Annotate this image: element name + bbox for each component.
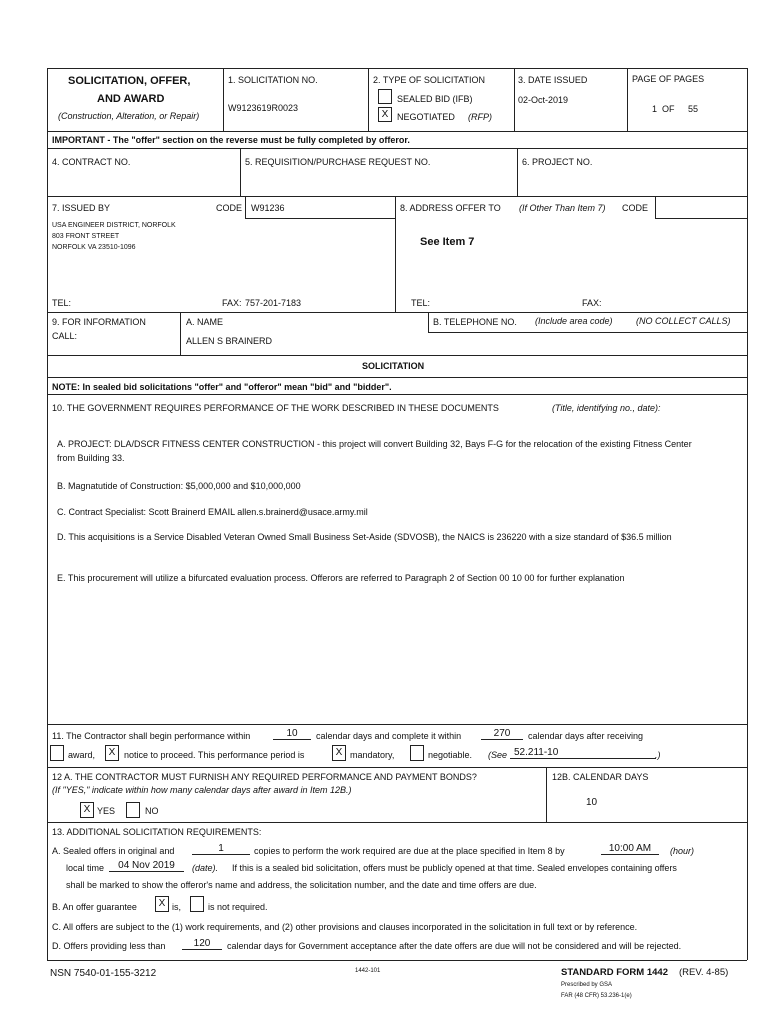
award-checkbox[interactable]	[50, 745, 64, 761]
address-offer-code-label: CODE	[622, 203, 649, 213]
date-issued-value[interactable]: 02-Oct-2019	[518, 95, 569, 105]
contact-name-value[interactable]: ALLEN S BRAINERD	[186, 336, 273, 346]
form-revision: (REV. 4-85)	[679, 967, 729, 978]
issuer-address-line2: 803 FRONT STREET	[52, 233, 120, 240]
item13a-text3: If this is a sealed bid solicitation, offers must be publicly opened at that time. Sealed envelopes containing offers	[232, 863, 677, 873]
type-of-solicitation-label: 2. TYPE OF SOLICITATION	[373, 75, 486, 85]
telephone-label: B. TELEPHONE NO.	[433, 317, 517, 327]
negotiable-label: negotiable.	[428, 750, 473, 760]
guarantee-is-label: is,	[172, 902, 181, 912]
sealed-bid-note: NOTE: In sealed bid solicitations "offer" and "offeror" mean "bid" and "bidder".	[52, 382, 392, 392]
guarantee-is-not-label: is not required.	[208, 902, 268, 912]
important-note: IMPORTANT - The "offer" section on the reverse must be fully completed by offeror.	[52, 135, 410, 145]
form-code: 1442-101	[355, 968, 381, 974]
description-paragraph-a: A. PROJECT: DLA/DSCR FITNESS CENTER CONSTRUCTION - this project will convert Building 32, Bays F-G for the relocation of the existing Fitness Center from Building 33.	[57, 439, 692, 463]
sealed-bid-checkbox[interactable]	[378, 89, 392, 104]
guarantee-is-not-checkbox[interactable]	[190, 896, 204, 912]
mandatory-label: mandatory,	[350, 750, 395, 760]
form-title: SOLICITATION, OFFER,	[68, 75, 191, 87]
mandatory-checkbox[interactable]: X	[332, 745, 346, 761]
issuer-address-line1: USA ENGINEER DISTRICT, NORFOLK	[52, 222, 176, 229]
issuer-address-line3: NORFOLK VA 23510-1096	[52, 244, 136, 251]
telephone-qualifier: (Include area code)	[535, 316, 613, 326]
form-title-line2: AND AWARD	[97, 93, 165, 105]
item13a-text: A. Sealed offers in original and	[52, 846, 175, 856]
address-offer-tel-label: TEL:	[411, 298, 431, 308]
issued-by-code-label: CODE	[216, 203, 243, 213]
item12a-qualifier: (If "YES," indicate within how many calendar days after award in Item 12B.)	[52, 785, 352, 795]
item11-text3: calendar days after receiving	[528, 731, 644, 741]
page-total: 55	[688, 104, 699, 114]
issuer-fax-label: FAX:	[222, 298, 242, 308]
local-time-label: local time	[66, 863, 105, 873]
sealed-bid-label: SEALED BID (IFB)	[397, 94, 473, 104]
bonds-yes-label: YES	[97, 806, 116, 816]
item13-label: 13. ADDITIONAL SOLICITATION REQUIREMENTS:	[52, 827, 262, 837]
copies-field[interactable]: 1	[192, 843, 250, 855]
item13b-text: B. An offer guarantee	[52, 902, 137, 912]
issued-by-code[interactable]: W91236	[251, 203, 285, 213]
contract-no-label: 4. CONTRACT NO.	[52, 157, 131, 167]
due-date-field[interactable]: 04 Nov 2019	[109, 860, 184, 872]
solicitation-no-value[interactable]: W9123619R0023	[228, 103, 299, 113]
due-time-field[interactable]: 10:00 AM	[601, 843, 659, 855]
address-offer-label: 8. ADDRESS OFFER TO	[400, 203, 501, 213]
requisition-label: 5. REQUISITION/PURCHASE REQUEST NO.	[245, 157, 431, 167]
notice-to-proceed-checkbox[interactable]: X	[105, 745, 119, 761]
bonds-no-label: NO	[145, 806, 159, 816]
contact-name-label: A. NAME	[186, 317, 224, 327]
nsn-number: NSN 7540-01-155-3212	[50, 968, 157, 979]
item12b-value[interactable]: 10	[586, 797, 598, 808]
complete-days-field[interactable]: 270	[481, 728, 523, 740]
page-of-label: OF	[662, 104, 675, 114]
item12b-label: 12B. CALENDAR DAYS	[552, 772, 649, 782]
issuer-tel-label: TEL:	[52, 298, 72, 308]
notice-to-proceed-label: notice to proceed. This performance period is	[124, 750, 305, 760]
negotiated-label: NEGOTIATED	[397, 112, 455, 122]
project-no-label: 6. PROJECT NO.	[522, 157, 593, 167]
item10-label: 10. THE GOVERNMENT REQUIRES PERFORMANCE OF THE WORK DESCRIBED IN THESE DOCUMENTS	[52, 403, 499, 413]
item13d-text2: calendar days for Government acceptance after the date offers are due will not be considered and will be rejected.	[227, 941, 682, 951]
see-clause-close: .)	[655, 750, 661, 760]
item10-qualifier: (Title, identifying no., date):	[552, 403, 661, 413]
address-offer-qualifier: (If Other Than Item 7)	[519, 203, 606, 213]
prescribed-by: Prescribed by GSA	[561, 982, 613, 988]
item13a-text2: copies to perform the work required are due at the place specified in Item 8 by	[254, 846, 565, 856]
far-reference: FAR (48 CFR) 53.236-1(e)	[561, 993, 632, 999]
solicitation-no-label: 1. SOLICITATION NO.	[228, 75, 318, 85]
standard-form-name: STANDARD FORM 1442	[561, 967, 668, 978]
item13c-text: C. All offers are subject to the (1) work requirements, and (2) other provisions and clauses incorporated in the solicitation in full text or by reference.	[52, 922, 638, 932]
item11-text: 11. The Contractor shall begin performance within	[52, 731, 251, 741]
page-of-pages-label: PAGE OF PAGES	[632, 74, 705, 84]
page-current: 1	[652, 104, 658, 114]
address-offer-value[interactable]: See Item 7	[420, 236, 475, 248]
form-subtitle: (Construction, Alteration, or Repair)	[58, 111, 200, 121]
solicitation-heading: SOLICITATION	[362, 361, 425, 371]
no-collect-calls: (NO COLLECT CALLS)	[636, 316, 731, 326]
acceptance-days-field[interactable]: 120	[182, 938, 222, 950]
info-call-label: 9. FOR INFORMATION	[52, 317, 146, 327]
issuer-fax-value[interactable]: 757-201-7183	[245, 298, 302, 308]
award-label: award,	[68, 750, 96, 760]
hour-label: (hour)	[670, 846, 695, 856]
description-paragraph-b: B. Magnatutide of Construction: $5,000,000 and $10,000,000	[57, 481, 301, 491]
item13d-text: D. Offers providing less than	[52, 941, 166, 951]
date-label: (date).	[192, 863, 219, 873]
item13a-text4: shall be marked to show the offeror's name and address, the solicitation number, and the date and time offers are due.	[66, 880, 537, 890]
info-call-label-line2: CALL:	[52, 331, 78, 341]
bonds-no-checkbox[interactable]	[126, 802, 140, 818]
negotiated-checkbox[interactable]: X	[378, 107, 392, 122]
issued-by-label: 7. ISSUED BY	[52, 203, 111, 213]
negotiable-checkbox[interactable]	[410, 745, 424, 761]
address-offer-fax-label: FAX:	[582, 298, 602, 308]
item12a-label: 12 A. THE CONTRACTOR MUST FURNISH ANY REQUIRED PERFORMANCE AND PAYMENT BONDS?	[52, 772, 477, 782]
date-issued-label: 3. DATE ISSUED	[518, 75, 588, 85]
description-paragraph-d: D. This acquisitions is a Service Disabled Veteran Owned Small Business Set-Aside (SDVOSB), the NAICS is 236220 with a size standard of $36.5 million	[57, 532, 672, 542]
bonds-yes-checkbox[interactable]: X	[80, 802, 94, 818]
item11-text2: calendar days and complete it within	[316, 731, 462, 741]
see-clause-ref[interactable]: 52.211-10	[510, 747, 656, 759]
negotiated-rfp-label: (RFP)	[468, 112, 492, 122]
guarantee-is-checkbox[interactable]: X	[155, 896, 169, 912]
description-paragraph-c: C. Contract Specialist: Scott Brainerd EMAIL allen.s.brainerd@usace.army.mil	[57, 507, 368, 517]
description-paragraph-e: E. This procurement will utilize a bifurcated evaluation process. Offerors are referred to Paragraph 2 of Section 00 10 00 for further explanation	[57, 573, 625, 583]
see-clause-label: (See	[488, 750, 508, 760]
begin-days-field[interactable]: 10	[273, 728, 311, 740]
